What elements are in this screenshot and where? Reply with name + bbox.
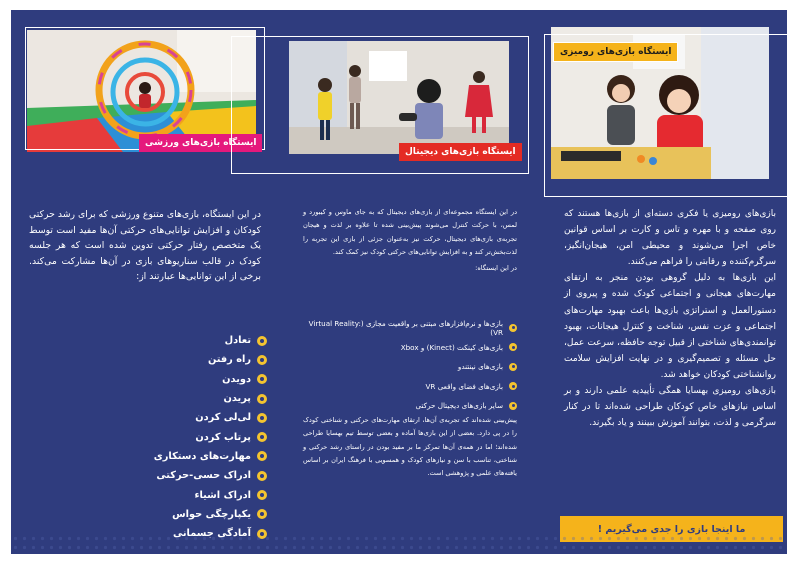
list-item: [71, 389, 267, 408]
board-tag: [553, 42, 678, 62]
board-tag-label: ایستگاه بازی‌های رومیزی: [560, 47, 672, 57]
skill-label: دویدن: [222, 373, 251, 385]
list-item: [299, 357, 517, 377]
list-item: [299, 338, 517, 358]
bullet-icon: [257, 374, 267, 384]
list-item: [71, 447, 267, 466]
skill-label: لی‌لی کردن: [195, 412, 251, 424]
list-item: [299, 377, 517, 397]
list-item: [299, 318, 517, 338]
board-paragraph-1: بازی‌های رومیزی یا فکری دسته‌ای از بازی‌ها هستند که روی صفحه و با مهره و تاس و کارت بر اساس قوانین خاص اجرا می‌شوند و محیطی امن، هیجان‌انگیز، سرگرم‌کننده و رقابتی را فراهم می‌کنند.: [564, 209, 776, 268]
digital-intro-text: در این ایستگاه مجموعه‌ای از بازی‌های دیجیتال که به جای ماوس و کیبورد و لمس، با حرکت کنترل می‌شوند پیش‌بینی شده تا علاوه بر لذت و هیجان تجربه‌ی بازی‌های دیجیتال، حرکت نیز به‌عنوان جزئی از بازی این تجربه را لذت‌بخش‌تر کند و به افزایش توانایی‌های حرکتی کودک نیز کمک کند.: [303, 208, 517, 256]
sports-intro-text: در این ایستگاه، بازی‌های متنوع ورزشی که برای رشد حرکتی کودکان و افزایش توانایی‌های حرکتی آن‌ها مفید است توسط یک متخصص رفتار حرکتی تدوین شده است که هر جلسه کودک در قالب سناریوهای بازی در آن‌ها مشارکت می‌کند. برخی از این توانایی‌ها عبارتند از:: [29, 209, 261, 283]
digital-tag-label: ایستگاه بازی‌های دیجیتال: [405, 147, 516, 157]
digital-intro: [303, 206, 517, 275]
bullet-icon: [257, 490, 267, 500]
skill-label: آمادگی جسمانی: [172, 528, 251, 540]
list-item: [71, 466, 267, 485]
digital-item-label: بازی‌های کینکت (Kinect) و Xbox: [400, 342, 503, 352]
skill-label: ادراک حسی-حرکتی: [156, 470, 251, 482]
board-paragraph-2: این بازی‌ها به دلیل گروهی بودن منجر به ارتقای مهارت‌های هیجانی و اجتماعی کودک شده و پیروی از دستورالعمل و استراتژی بازی‌ها باعث بهبود مهارت‌های اجتماعی و عزت نفس، شناخت و کنترل هیجانات، بهبود توانمندی‌های شناختی از قبیل توجه حافظه، سرعت عمل، حل مسئله و تصمیم‌گیری و در نهایت افزایش سلامت روانشناختی کودکان خواهد شد.: [564, 273, 776, 380]
list-item: [299, 396, 517, 416]
bullet-icon: [509, 324, 517, 332]
skill-label: پریدن: [223, 393, 251, 405]
sports-tag-label: ایستگاه بازی‌های ورزشی: [145, 138, 257, 148]
list-item: [71, 427, 267, 446]
digital-tag: [399, 143, 522, 161]
bullet-icon: [257, 509, 267, 519]
bullet-icon: [257, 336, 267, 346]
bullet-icon: [509, 382, 517, 390]
slogan-text: ما اینجا بازی را جدی می‌گیریم !: [597, 523, 746, 535]
bullet-icon: [257, 394, 267, 404]
list-item: [71, 408, 267, 427]
list-item: [71, 485, 267, 504]
board-paragraph-3: بازی‌های رومیزی بهسایا همگی تأییدیه علمی دارند و بر اساس نیازهای خاص کودکان طراحی شده‌اند تا در کنار سرگرمی و لذت، بتوانند آموزش ببینند و یاد بگیرند.: [564, 386, 776, 429]
bullet-icon: [257, 413, 267, 423]
bullet-icon: [509, 363, 517, 371]
digital-item-label: بازی‌های فضای واقعی VR: [425, 381, 503, 391]
bullet-icon: [509, 343, 517, 351]
skill-label: مهارت‌های دستکاری: [153, 450, 251, 462]
digital-item-label: بازی‌های نینتندو: [457, 362, 503, 372]
brochure: [11, 10, 787, 554]
board-description: [564, 206, 776, 431]
sports-skill-list: [71, 331, 267, 543]
sports-photo-frame: [25, 27, 265, 150]
digital-outro-text: پیش‌بینی شده‌اند که تجربه‌ی آن‌ها، ارتقای مهارت‌های حرکتی و شناختی کودک را در پی دارد. بعضی از این بازی‌ها آماده و بعضی توسط تیم بهسایا طراحی شده‌اند؛ اما در همه‌ی آن‌ها تمرکز ما بر مفید بودن در راستای رشد حرکتی و شناختی، تناسب با سن و نیازهای کودک و همسویی با فرهنگ ایران بر اساس یافته‌های علمی و پژوهشی است.: [303, 416, 517, 478]
list-item: [71, 370, 267, 389]
bullet-icon: [257, 451, 267, 461]
list-item: [71, 331, 267, 350]
bullet-icon: [257, 432, 267, 442]
digital-item-label: سایر بازی‌های دیجیتال حرکتی: [415, 401, 503, 411]
skill-label: یکپارچگی حواس: [172, 508, 251, 520]
bullet-icon: [257, 355, 267, 365]
digital-item-list: [299, 318, 517, 416]
digital-outro: [303, 414, 517, 480]
skill-label: تعادل: [224, 335, 251, 347]
skill-label: پرتاب کردن: [195, 431, 251, 443]
sports-intro: [29, 207, 261, 285]
bullet-icon: [257, 471, 267, 481]
skill-label: ادراک اشیاء: [194, 489, 251, 501]
list-item: [71, 505, 267, 524]
dot-pattern: [11, 534, 787, 554]
skill-label: راه رفتن: [207, 354, 251, 366]
digital-item-label: بازی‌ها و نرم‌افزارهای مبتنی بر واقعیت مجازی (Virtual Reality: VR): [308, 318, 503, 337]
digital-list-title: در این ایستگاه:: [475, 264, 517, 273]
list-item: [71, 350, 267, 369]
bullet-icon: [509, 402, 517, 410]
